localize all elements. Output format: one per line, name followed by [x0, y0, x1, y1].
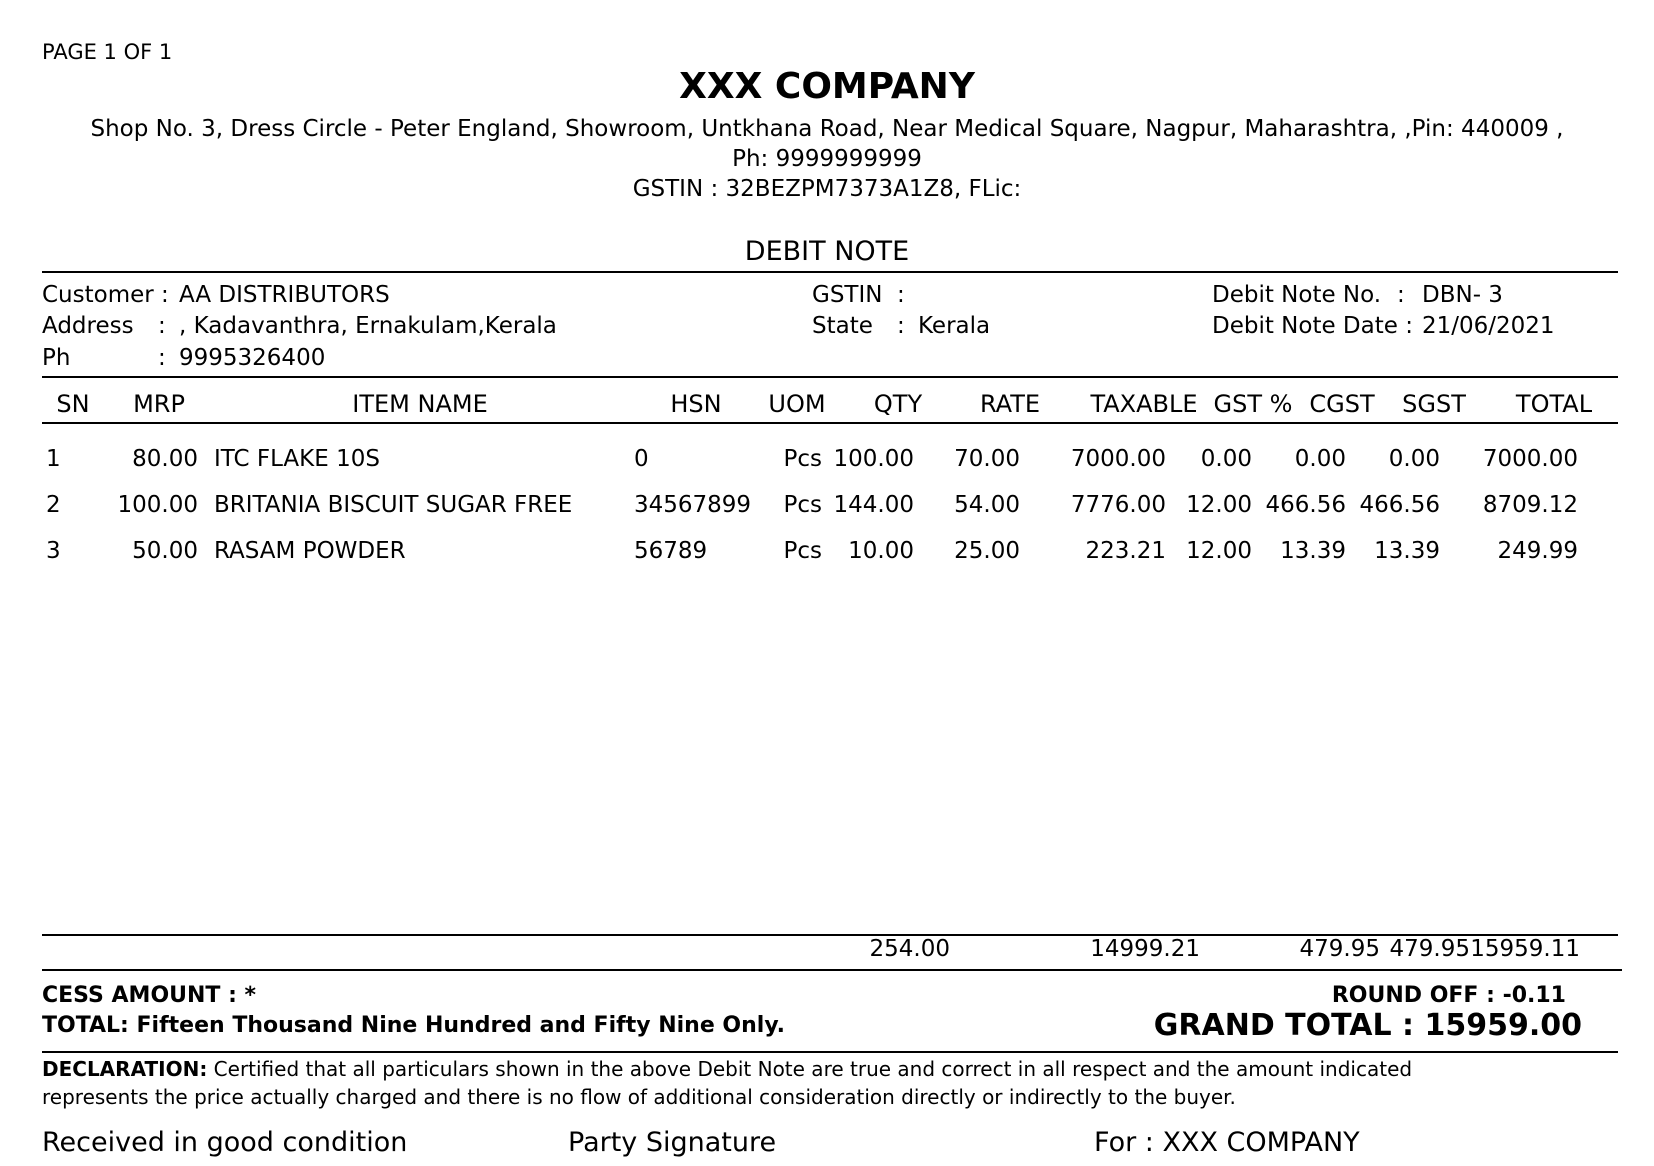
state-label: State	[812, 313, 873, 339]
col-header-qty: QTY	[873, 390, 923, 418]
col-header-sgst: SGST	[1402, 390, 1466, 418]
address-colon: :	[158, 313, 166, 339]
table-row-1-qty: 100.00	[833, 446, 914, 472]
table-row-3-mrp: 50.00	[132, 538, 198, 564]
table-row-1-hsn: 0	[634, 446, 649, 472]
table-row-3-taxable: 223.21	[1085, 538, 1166, 564]
divider-header	[42, 376, 1618, 378]
col-header-sn: SN	[56, 390, 90, 418]
table-row-2-taxable: 7776.00	[1070, 492, 1166, 518]
col-header-item-name: ITEM NAME	[352, 390, 488, 418]
table-row-2-cgst: 466.56	[1265, 492, 1346, 518]
table-row-2-sgst: 466.56	[1359, 492, 1440, 518]
gstin-label: GSTIN	[812, 282, 883, 308]
divider-top	[42, 271, 1618, 273]
debit-note-no-label: Debit Note No.	[1212, 282, 1382, 308]
table-row-1-rate: 70.00	[954, 446, 1020, 472]
col-header-cgst: CGST	[1309, 390, 1375, 418]
table-row-3-rate: 25.00	[954, 538, 1020, 564]
table-row-2-gst: 12.00	[1186, 492, 1252, 518]
table-row-3-uom: Pcs	[783, 538, 822, 564]
total-sgst: 479.95	[1389, 936, 1470, 962]
total-taxable: 14999.21	[1090, 936, 1200, 962]
customer-label: Customer :	[42, 282, 169, 308]
table-row-3-total: 249.99	[1497, 538, 1578, 564]
col-header-rate: RATE	[979, 390, 1041, 418]
col-header-hsn: HSN	[670, 390, 722, 418]
debit-note-date-label: Debit Note Date :	[1212, 313, 1413, 339]
table-row-2-item: BRITANIA BISCUIT SUGAR FREE	[214, 492, 573, 518]
table-row-1-total: 7000.00	[1482, 446, 1578, 472]
divider-declaration	[42, 1051, 1618, 1053]
table-row-1-gst: 0.00	[1200, 446, 1252, 472]
debit-note-no: DBN- 3	[1422, 282, 1503, 308]
grand-total: GRAND TOTAL : 15959.00	[1153, 1008, 1582, 1043]
page-number: PAGE 1 OF 1	[42, 40, 173, 64]
divider-totals-bottom	[42, 969, 1622, 971]
company-address: Shop No. 3, Dress Circle - Peter England, Showroom, Untkhana Road, Near Medical Square, Nagpur, Maharashtra, ,Pin: 440009 ,	[90, 116, 1564, 142]
gstin-colon: :	[897, 282, 905, 308]
round-off: ROUND OFF : -0.11	[1331, 983, 1566, 1008]
table-row-2-uom: Pcs	[783, 492, 822, 518]
table-row-1-sgst: 0.00	[1388, 446, 1440, 472]
table-row-1-sn: 1	[46, 446, 61, 472]
customer-phone: 9995326400	[179, 345, 326, 371]
table-row-1-uom: Pcs	[783, 446, 822, 472]
table-row-2-qty: 144.00	[833, 492, 914, 518]
table-row-3-gst: 12.00	[1186, 538, 1252, 564]
customer-address: , Kadavanthra, Ernakulam,Kerala	[179, 313, 557, 339]
total-amount: 15959.11	[1470, 936, 1580, 962]
col-header-uom: UOM	[768, 390, 826, 418]
table-row-1-cgst: 0.00	[1294, 446, 1346, 472]
declaration-text: Certified that all particulars shown in the above Debit Note are true and correct in all respect and the amount indicated represents the price actually charged and there is no flow of additional consideration directly or indirectly to the buyer.	[42, 1057, 1413, 1109]
declaration-label: DECLARATION:	[42, 1057, 208, 1081]
divider-columns	[42, 422, 1618, 424]
party-signature: Party Signature	[568, 1127, 777, 1158]
for-company: For : XXX COMPANY	[1094, 1127, 1360, 1158]
col-header-taxable: TAXABLE	[1090, 390, 1198, 418]
table-row-3-cgst: 13.39	[1280, 538, 1346, 564]
company-phone: Ph: 9999999999	[732, 146, 922, 172]
table-row-2-total: 8709.12	[1482, 492, 1578, 518]
table-row-1-mrp: 80.00	[132, 446, 198, 472]
debit-note-no-colon: :	[1397, 282, 1405, 308]
phone-label: Ph	[42, 345, 71, 371]
col-header-total: TOTAL	[1515, 390, 1593, 418]
received-in-good-condition: Received in good condition	[42, 1127, 408, 1158]
state-colon: :	[897, 313, 905, 339]
table-row-2-sn: 2	[46, 492, 61, 518]
table-row-1-taxable: 7000.00	[1070, 446, 1166, 472]
declaration	[42, 1055, 1462, 1111]
table-row-2-hsn: 34567899	[634, 492, 752, 518]
table-row-1-item: ITC FLAKE 10S	[214, 446, 380, 472]
total-qty: 254.00	[869, 936, 950, 962]
company-name: XXX COMPANY	[679, 66, 975, 107]
address-label: Address	[42, 313, 134, 339]
col-header-gst-percent: GST %	[1213, 390, 1293, 418]
table-row-3-sn: 3	[46, 538, 61, 564]
table-row-3-qty: 10.00	[848, 538, 914, 564]
table-row-3-sgst: 13.39	[1374, 538, 1440, 564]
customer-name: AA DISTRIBUTORS	[179, 282, 390, 308]
col-header-mrp: MRP	[133, 390, 185, 418]
document-title: DEBIT NOTE	[744, 236, 910, 267]
total-in-words: TOTAL: Fifteen Thousand Nine Hundred and Fifty Nine Only.	[42, 1013, 785, 1038]
debit-note-date: 21/06/2021	[1422, 313, 1555, 339]
total-cgst: 479.95	[1299, 936, 1380, 962]
table-row-3-hsn: 56789	[634, 538, 708, 564]
customer-state: Kerala	[918, 313, 991, 339]
cess-amount: CESS AMOUNT : *	[42, 983, 257, 1008]
table-row-2-mrp: 100.00	[117, 492, 198, 518]
company-gstin: GSTIN : 32BEZPM7373A1Z8, FLic:	[632, 176, 1022, 202]
phone-colon: :	[158, 345, 166, 371]
table-row-2-rate: 54.00	[954, 492, 1020, 518]
table-row-3-item: RASAM POWDER	[214, 538, 406, 564]
